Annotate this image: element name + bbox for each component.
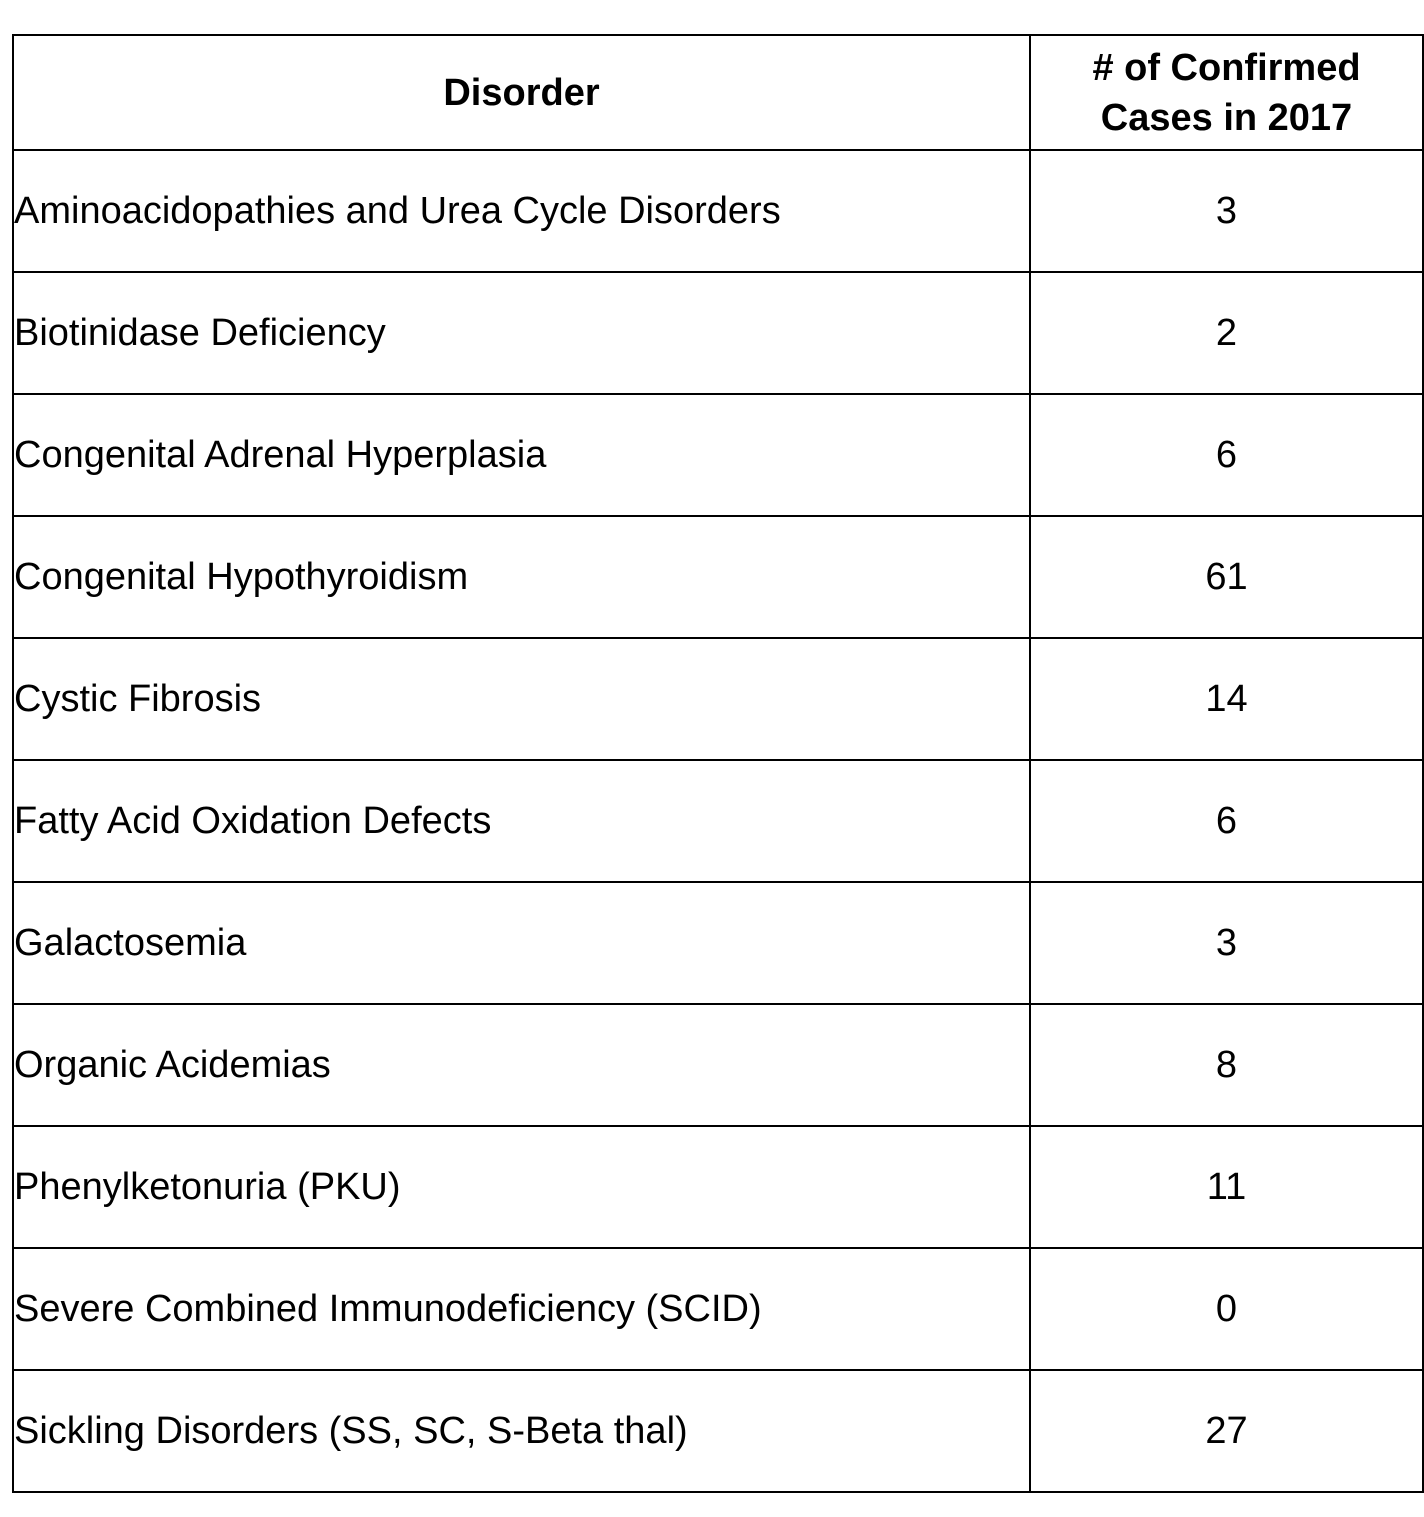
case-count-cell: 11 [1030, 1126, 1423, 1248]
confirmed-cases-table [12, 34, 1424, 1493]
disorder-cell: Organic Acidemias [13, 1004, 1030, 1126]
table-row [13, 394, 1423, 516]
disorder-cell: Galactosemia [13, 882, 1030, 1004]
case-count-cell: 27 [1030, 1370, 1423, 1492]
case-count-cell: 61 [1030, 516, 1423, 638]
case-count-cell: 3 [1030, 150, 1423, 272]
case-count-cell: 6 [1030, 760, 1423, 882]
disorder-cell: Congenital Adrenal Hyperplasia [13, 394, 1030, 516]
disorder-cell: Phenylketonuria (PKU) [13, 1126, 1030, 1248]
disorder-cell: Severe Combined Immunodeficiency (SCID) [13, 1248, 1030, 1370]
case-count-cell: 0 [1030, 1248, 1423, 1370]
table-row [13, 638, 1423, 760]
disorder-cell: Aminoacidopathies and Urea Cycle Disorders [13, 150, 1030, 272]
table-row [13, 1126, 1423, 1248]
case-count-cell: 2 [1030, 272, 1423, 394]
table-row [13, 150, 1423, 272]
table-body [13, 150, 1423, 1492]
table-header [13, 35, 1423, 150]
disorder-cell: Sickling Disorders (SS, SC, S-Beta thal) [13, 1370, 1030, 1492]
confirmed-cases-column-header [1030, 35, 1423, 150]
disorder-cell: Biotinidase Deficiency [13, 272, 1030, 394]
table-row [13, 272, 1423, 394]
table-row [13, 882, 1423, 1004]
header-row [13, 35, 1423, 150]
table-row [13, 1004, 1423, 1126]
disorder-cell: Cystic Fibrosis [13, 638, 1030, 760]
disorder-column-header: Disorder [13, 35, 1030, 150]
case-count-cell: 6 [1030, 394, 1423, 516]
disorder-cell: Fatty Acid Oxidation Defects [13, 760, 1030, 882]
table-row [13, 1248, 1423, 1370]
table-row [13, 760, 1423, 882]
disorder-cell: Congenital Hypothyroidism [13, 516, 1030, 638]
confirmed-cases-header-line-2: Cases in 2017 [1100, 96, 1353, 139]
table-row [13, 516, 1423, 638]
table-row [13, 1370, 1423, 1492]
case-count-cell: 14 [1030, 638, 1423, 760]
case-count-cell: 3 [1030, 882, 1423, 1004]
confirmed-cases-header-line-1: # of Confirmed [1092, 46, 1361, 89]
case-count-cell: 8 [1030, 1004, 1423, 1126]
